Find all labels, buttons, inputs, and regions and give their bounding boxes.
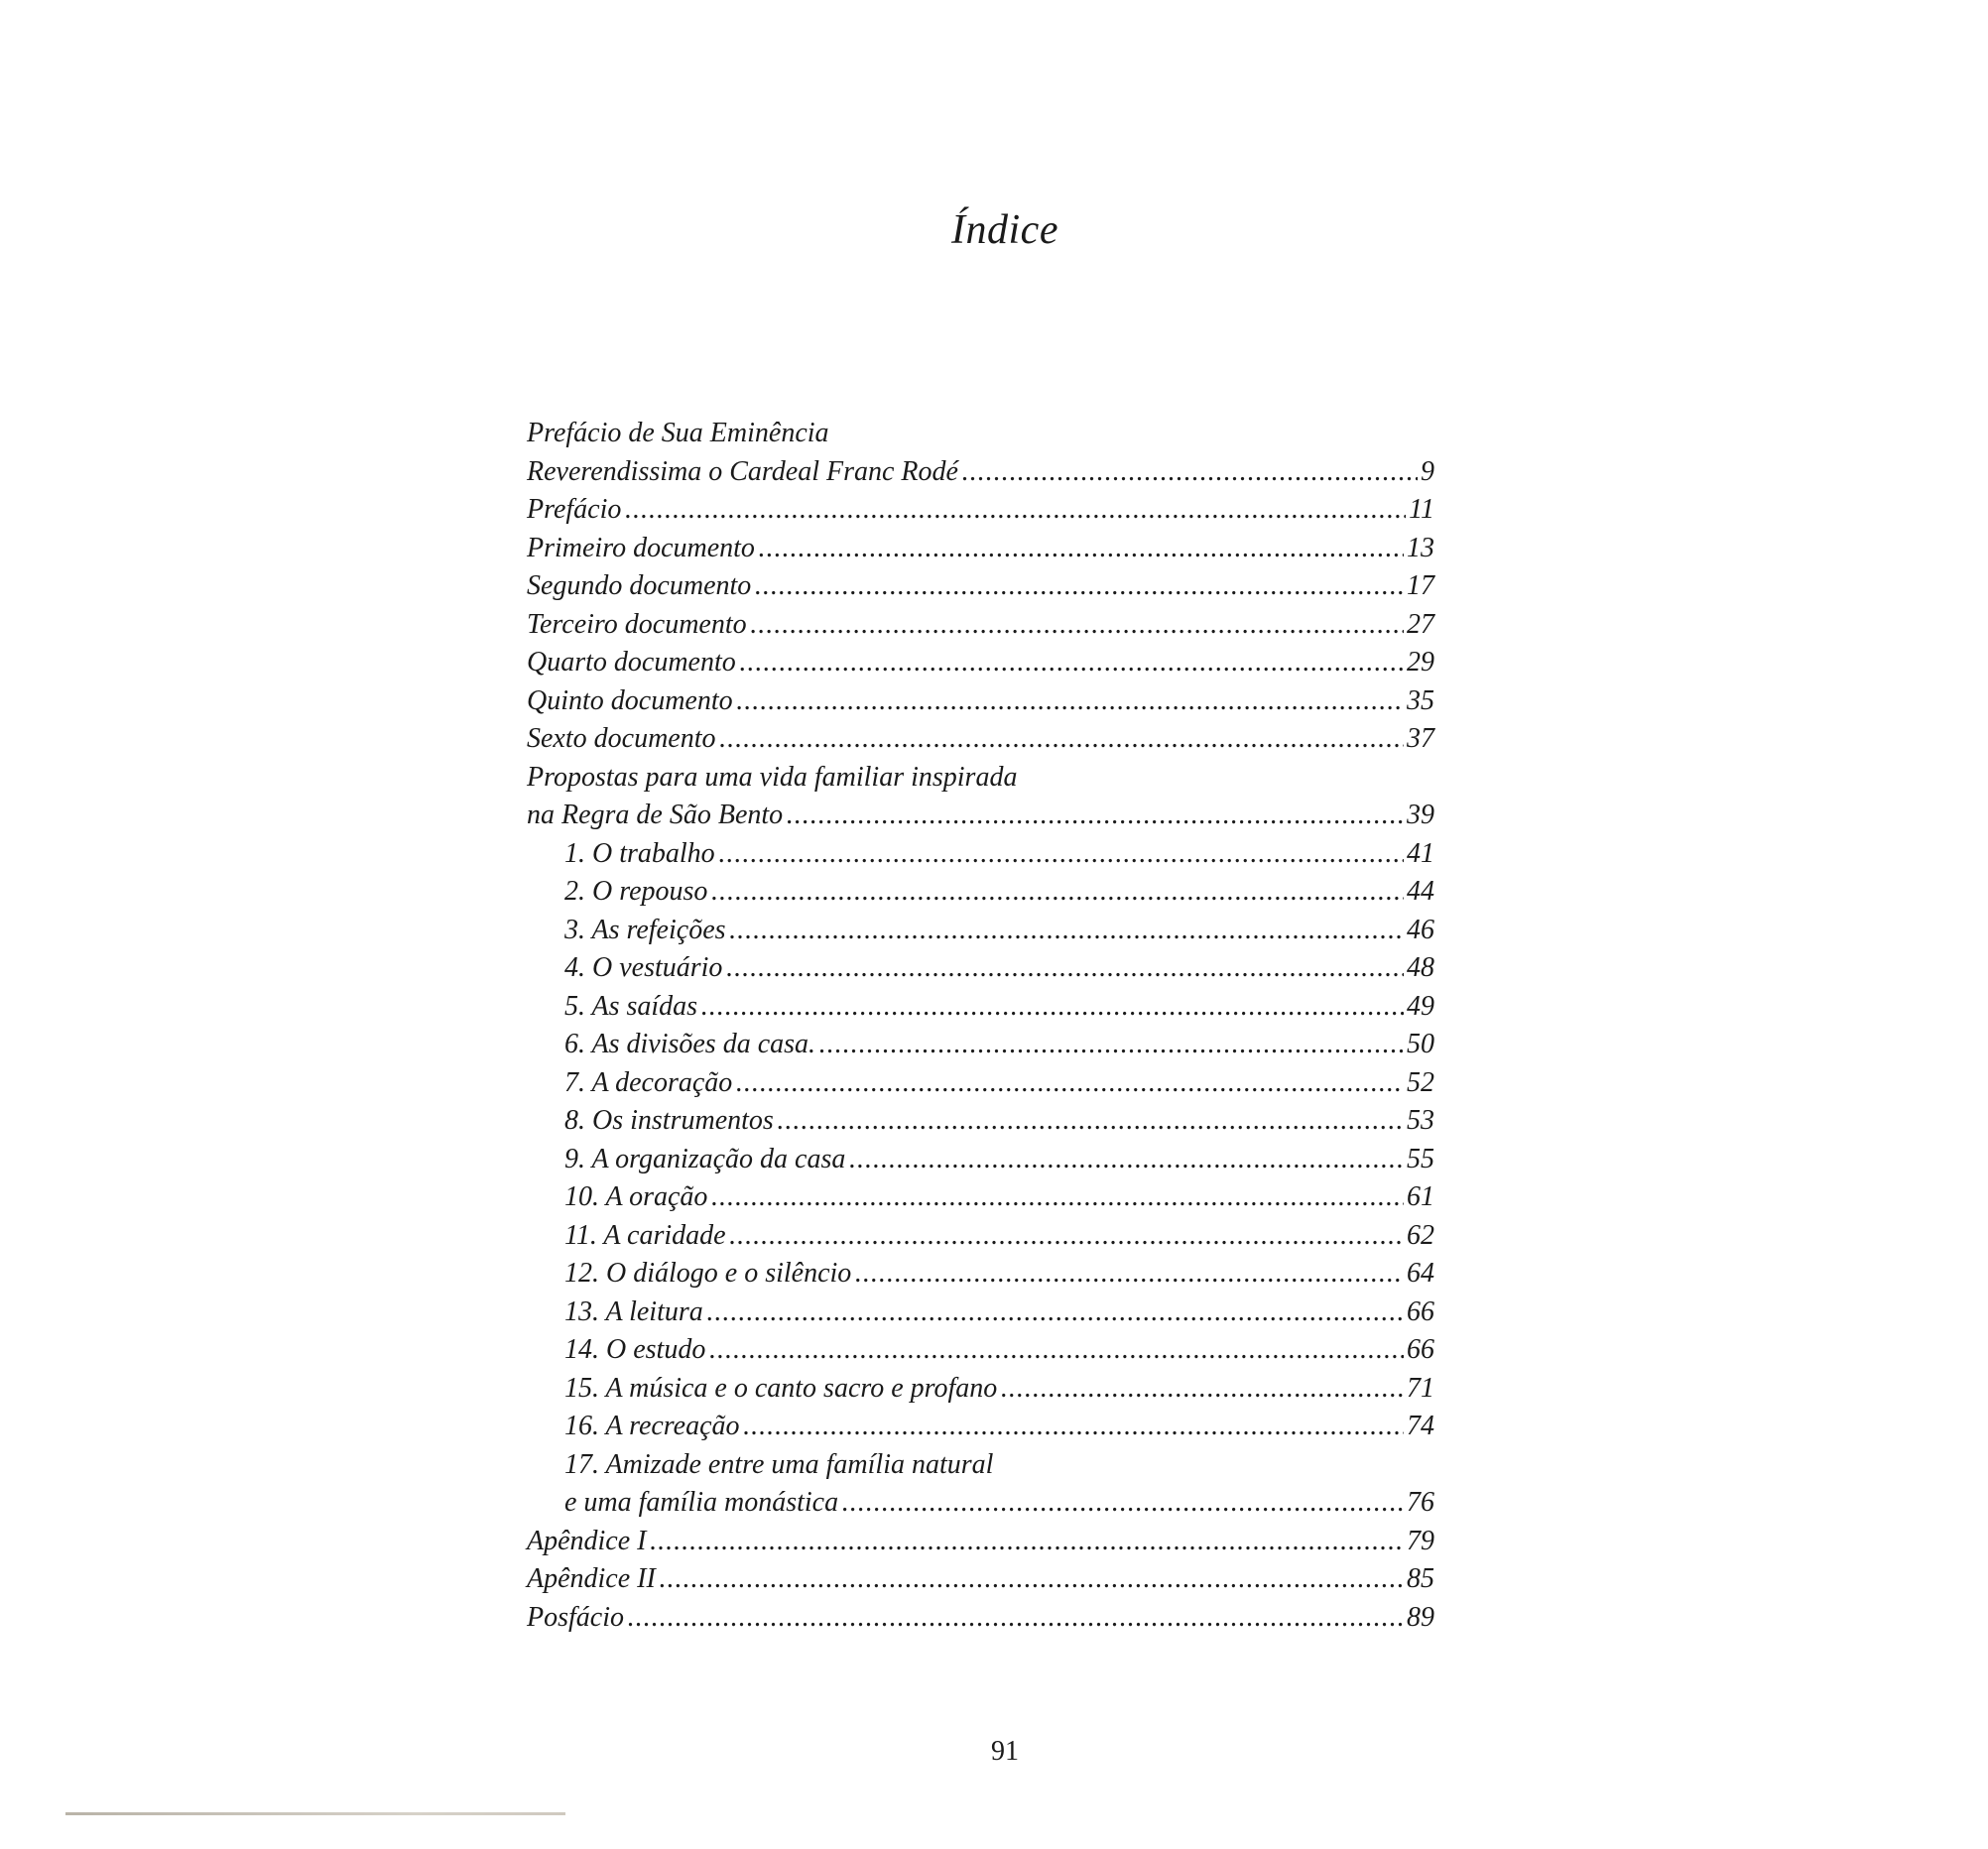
dot-leader	[758, 530, 1404, 568]
scan-edge-line	[65, 1812, 565, 1815]
toc-entry-page: 27	[1407, 608, 1434, 640]
toc-entry-title: e uma família monástica	[564, 1487, 839, 1518]
toc-entry-title: Posfácio	[527, 1601, 624, 1633]
toc-entry-title: 17. Amizade entre uma família natural	[564, 1448, 994, 1480]
toc-entry	[527, 1064, 1434, 1103]
toc-entry	[527, 682, 1434, 721]
toc-entry-page: 89	[1407, 1601, 1434, 1633]
toc-entry-page: 66	[1407, 1334, 1434, 1365]
toc-entry-title: Apêndice I	[527, 1525, 647, 1556]
toc-entry-page: 17	[1407, 570, 1434, 601]
toc-entry-page: 48	[1407, 952, 1434, 983]
toc-entry-title: Segundo documento	[527, 570, 752, 601]
page-title: Índice	[951, 207, 1058, 253]
dot-leader	[719, 720, 1405, 759]
toc-entry-page: 79	[1407, 1525, 1434, 1556]
toc-entry-title: 8. Os instrumentos	[564, 1105, 774, 1136]
dot-leader	[739, 644, 1404, 682]
toc-entry-title: 6. As divisões da casa.	[564, 1029, 816, 1059]
toc-entry	[527, 1560, 1434, 1599]
toc-entry	[527, 491, 1434, 530]
toc-entry-page: 9	[1421, 455, 1434, 487]
dot-leader	[624, 491, 1406, 530]
toc-entry-page: 62	[1407, 1219, 1434, 1251]
toc-entry-title: 9. A organização da casa	[564, 1143, 846, 1174]
dot-leader	[700, 988, 1404, 1027]
toc-entry-title: 11. A caridade	[564, 1219, 726, 1251]
toc-entry-page: 37	[1407, 723, 1434, 754]
toc-entry	[527, 1370, 1434, 1409]
dot-leader	[725, 949, 1404, 988]
dot-leader	[627, 1599, 1404, 1638]
toc-entry	[527, 835, 1434, 874]
toc-entry-page: 11	[1409, 494, 1434, 525]
dot-leader	[708, 1331, 1404, 1370]
toc-entry-page: 64	[1407, 1258, 1434, 1289]
toc-entry	[527, 567, 1434, 606]
toc-entry-page: 61	[1407, 1181, 1434, 1212]
toc-entry-title: Reverendissima o Cardeal Franc Rodé	[527, 455, 958, 487]
toc-entry	[527, 453, 1434, 492]
toc-entry-page: 71	[1407, 1372, 1434, 1404]
toc-entry-title: Propostas para uma vida familiar inspirada	[527, 761, 1018, 793]
toc-entry-page: 50	[1407, 1029, 1434, 1059]
toc-entry-title: 14. O estudo	[564, 1334, 706, 1365]
toc-entry-page: 13	[1407, 532, 1434, 563]
toc-entry-page: 52	[1407, 1066, 1434, 1098]
toc-entry-page: 35	[1407, 684, 1434, 716]
toc-entry-title: 16. A recreação	[564, 1411, 740, 1441]
toc-entry-page: 46	[1407, 914, 1434, 945]
toc-entry	[527, 720, 1434, 759]
toc-entry-title: Quarto documento	[527, 647, 736, 678]
toc-entry	[527, 1408, 1434, 1446]
dot-leader	[710, 873, 1404, 912]
toc-entry-title: Sexto documento	[527, 723, 716, 754]
toc-entry	[527, 1141, 1434, 1179]
toc-entry-title: Primeiro documento	[527, 532, 755, 563]
toc-entry-title: 1. O trabalho	[564, 837, 715, 869]
toc-entry-title: 4. O vestuário	[564, 952, 723, 983]
toc-entry-page: 85	[1407, 1563, 1434, 1594]
toc-entry-page: 44	[1407, 876, 1434, 907]
toc-entry-title: 2. O repouso	[564, 876, 708, 907]
toc-entry	[527, 759, 1434, 798]
dot-leader	[848, 1141, 1404, 1179]
toc-entry-page: 41	[1407, 837, 1434, 869]
toc-entry-title: na Regra de São Bento	[527, 800, 784, 830]
toc-entry	[527, 1255, 1434, 1294]
toc-entry-page: 74	[1407, 1411, 1434, 1441]
toc-entry-title: Prefácio	[527, 494, 622, 525]
dot-leader	[777, 1102, 1404, 1141]
toc-entry-page: 29	[1407, 647, 1434, 678]
toc-entry-title: 15. A música e o canto sacro e profano	[564, 1372, 998, 1404]
dot-leader	[659, 1560, 1404, 1599]
dot-leader	[961, 453, 1418, 492]
toc-entry	[527, 1217, 1434, 1256]
toc-entry	[527, 415, 1434, 453]
toc-entry-title: Terceiro documento	[527, 608, 747, 640]
toc-entry-page: 76	[1407, 1487, 1434, 1518]
dot-leader	[729, 912, 1404, 950]
toc-entry-page: 39	[1407, 800, 1434, 830]
toc-entry-title: 5. As saídas	[564, 990, 698, 1022]
toc-entry	[527, 1026, 1434, 1064]
dot-leader	[718, 835, 1404, 874]
dot-leader	[754, 567, 1404, 606]
dot-leader	[729, 1217, 1404, 1256]
toc-entry	[527, 1599, 1434, 1638]
toc-entry	[527, 1294, 1434, 1332]
dot-leader	[750, 606, 1404, 645]
toc-entry	[527, 1446, 1434, 1485]
toc-entry	[527, 1523, 1434, 1561]
toc-entry	[527, 988, 1434, 1027]
toc-entry	[527, 530, 1434, 568]
toc-entry-title: 3. As refeições	[564, 914, 726, 945]
dot-leader	[1000, 1370, 1404, 1409]
dot-leader	[710, 1178, 1404, 1217]
dot-leader	[854, 1255, 1404, 1294]
toc-entry-page: 49	[1407, 990, 1434, 1022]
toc-entry	[527, 644, 1434, 682]
toc-entry-title: Quinto documento	[527, 684, 733, 716]
toc-entry-page: 66	[1407, 1295, 1434, 1327]
dot-leader	[735, 1064, 1404, 1103]
toc-entry-title: 7. A decoração	[564, 1066, 733, 1098]
dot-leader	[818, 1026, 1404, 1064]
toc-entry-title: Prefácio de Sua Eminência	[527, 418, 829, 448]
toc-entry	[527, 912, 1434, 950]
dot-leader	[736, 682, 1404, 721]
toc-entry-page: 53	[1407, 1105, 1434, 1136]
toc-entry-title: 10. A oração	[564, 1181, 708, 1212]
table-of-contents	[527, 415, 1434, 1637]
toc-entry-title: 13. A leitura	[564, 1295, 703, 1327]
page-number: 91	[991, 1736, 1019, 1767]
toc-entry-title: 12. O diálogo e o silêncio	[564, 1258, 852, 1289]
toc-entry	[527, 949, 1434, 988]
toc-entry	[527, 873, 1434, 912]
dot-leader	[650, 1523, 1405, 1561]
toc-entry	[527, 1178, 1434, 1217]
toc-entry	[527, 797, 1434, 835]
dot-leader	[786, 797, 1404, 835]
toc-entry	[527, 1102, 1434, 1141]
dot-leader	[743, 1408, 1404, 1446]
toc-entry	[527, 1484, 1434, 1523]
dot-leader	[706, 1294, 1404, 1332]
toc-entry-page: 55	[1407, 1143, 1434, 1174]
toc-entry	[527, 1331, 1434, 1370]
dot-leader	[841, 1484, 1404, 1523]
toc-entry	[527, 606, 1434, 645]
toc-entry-title: Apêndice II	[527, 1563, 656, 1594]
